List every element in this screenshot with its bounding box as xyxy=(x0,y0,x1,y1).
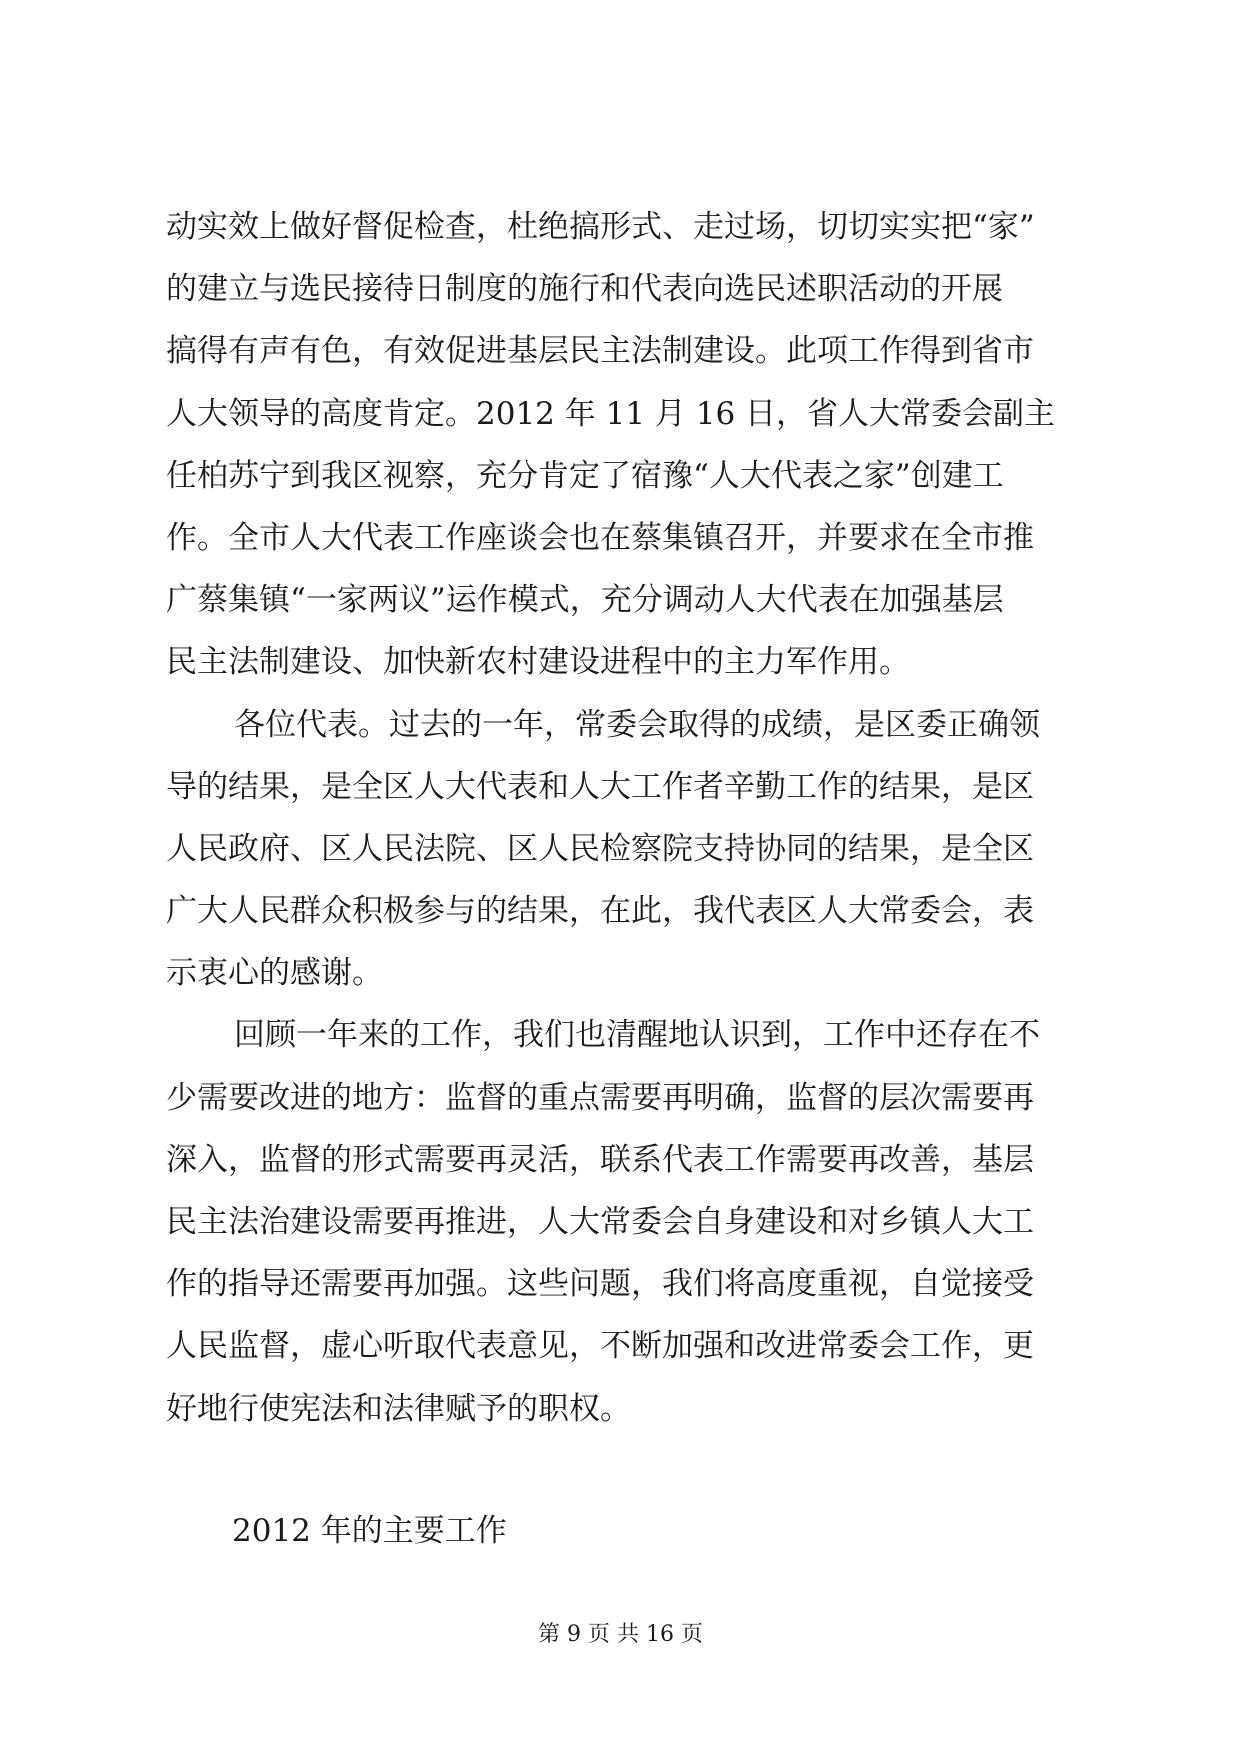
paragraph-line: 人民监督，虚心听取代表意见，不断加强和改进常委会工作，更 xyxy=(166,1328,1034,1365)
paragraph-line: 民主法治建设需要再推进，人大常委会自身建设和对乡镇人大工 xyxy=(166,1204,1034,1240)
paragraph-line: 广大人民群众积极参与的结果，在此，我代表区人大常委会，表 xyxy=(166,893,1034,930)
paragraph-line: 导的结果，是全区人大代表和人大工作者辛勤工作的结果，是区 xyxy=(166,768,1034,805)
paragraph-line: 人大领导的高度肯定。2012 年 11 月 16 日，省人大常委会副主 xyxy=(166,395,1056,432)
paragraph-line: 作的指导还需要再加强。这些问题，我们将高度重视，自觉接受 xyxy=(166,1266,1034,1303)
paragraph-line: 的建立与选民接待日制度的施行和代表向选民述职活动的开展 xyxy=(166,271,1003,308)
paragraph-line: 少需要改进的地方：监督的重点需要再明确，监督的层次需要再 xyxy=(166,1079,1034,1116)
paragraph-line: 示衷心的感谢。 xyxy=(166,955,383,992)
paragraph-line: 回顾一年来的工作，我们也清醒地认识到，工作中还存在不 xyxy=(234,1017,1040,1054)
paragraph-line: 广蔡集镇“一家两议”运作模式，充分调动人大代表在加强基层 xyxy=(166,582,1004,619)
paragraph-line: 各位代表。过去的一年，常委会取得的成绩，是区委正确领 xyxy=(234,706,1040,743)
paragraph-line: 深入，监督的形式需要再灵活，联系代表工作需要再改善，基层 xyxy=(166,1141,1034,1178)
paragraph-line: 好地行使宪法和法律赋予的职权。 xyxy=(166,1390,631,1427)
page-number-footer: 第 9 页 共 16 页 xyxy=(538,1622,703,1647)
paragraph-line: 搞得有声有色，有效促进基层民主法制建设。此项工作得到省市 xyxy=(166,333,1034,370)
paragraph-line: 民主法制建设、加快新农村建设进程中的主力军作用。 xyxy=(166,644,910,681)
paragraph-line: 人民政府、区人民法院、区人民检察院支持协同的结果，是全区 xyxy=(166,830,1034,867)
paragraph-line: 动实效上做好督促检查，杜绝搞形式、走过场，切切实实把“家” xyxy=(166,209,1035,245)
paragraph-line: 作。全市人大代表工作座谈会也在蔡集镇召开，并要求在全市推 xyxy=(166,519,1034,556)
section-heading: 2012 年的主要工作 xyxy=(232,1513,507,1549)
body-text xyxy=(166,196,1076,1440)
paragraph-line: 任柏苏宁到我区视察，充分肯定了宿豫“人大代表之家”创建工 xyxy=(166,457,1004,494)
